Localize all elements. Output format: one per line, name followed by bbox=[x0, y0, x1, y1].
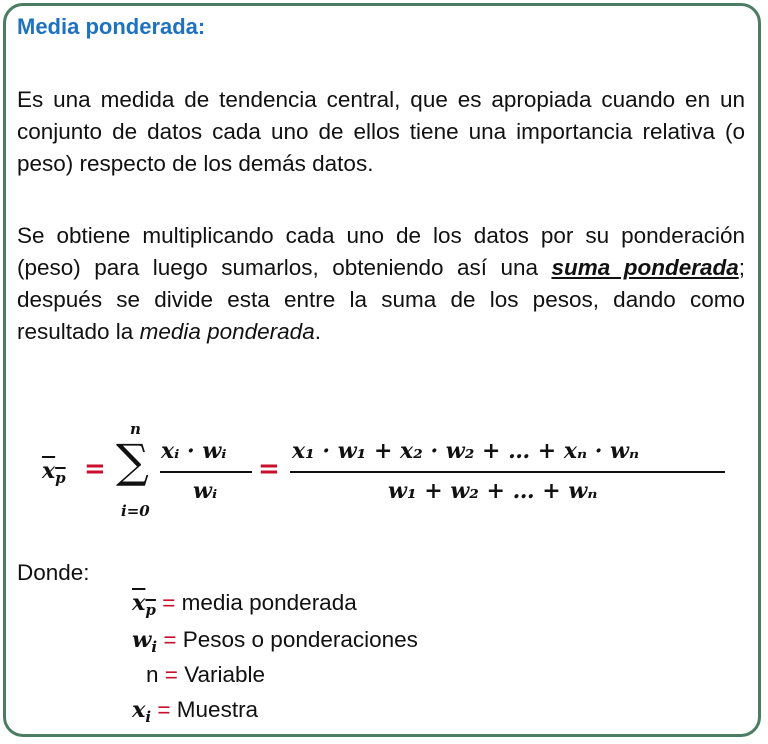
sum-upper-limit: n bbox=[130, 420, 141, 438]
media-ponderada-italic: media ponderada bbox=[139, 319, 315, 344]
method-text-2: ; después se divide esta entre la suma de los pesos, dando como resultado la bbox=[17, 255, 745, 344]
formula-equals-1: = bbox=[84, 454, 106, 484]
term-fraction-bar bbox=[160, 471, 252, 473]
rhs-fraction-bar bbox=[290, 471, 725, 473]
rhs-denominator: w₁ + w₂ + … + wₙ bbox=[388, 478, 598, 504]
legend-text: Muestra bbox=[176, 697, 259, 722]
formula-equals-2: = bbox=[258, 454, 280, 484]
method-text-1: Se obtiene multiplicando cada uno de los datos por su ponderación (peso) para luego sumarlos, obteniendo así una bbox=[17, 223, 745, 280]
page-title: Media ponderada: bbox=[17, 14, 206, 39]
legend-text: media ponderada bbox=[181, 590, 357, 615]
legend-equals: = bbox=[164, 662, 178, 687]
donde-label: Donde: bbox=[17, 560, 90, 585]
method-paragraph bbox=[17, 220, 745, 348]
legend-text: Pesos o ponderaciones bbox=[182, 627, 418, 652]
symbol-wi: $w_i$ bbox=[132, 627, 158, 656]
term-denominator: wᵢ bbox=[193, 478, 218, 504]
legend-equals: = bbox=[157, 697, 171, 722]
legend-text: Variable bbox=[184, 662, 266, 687]
legend-row-xi bbox=[132, 697, 258, 726]
weighted-mean-formula bbox=[0, 418, 768, 528]
sum-lower-limit: i=0 bbox=[121, 502, 150, 520]
rhs-numerator: x₁ · w₁ + x₂ · w₂ + … + xₙ · wₙ bbox=[292, 438, 640, 464]
legend-row-n bbox=[146, 662, 265, 688]
symbol-xi: $x_i$ bbox=[132, 697, 152, 726]
legend-equals: = bbox=[163, 627, 177, 652]
sigma-symbol: ∑ bbox=[116, 434, 149, 488]
symbol-xp: $x_p$ bbox=[132, 590, 156, 619]
legend-row-wi bbox=[132, 627, 418, 656]
legend-equals: = bbox=[162, 590, 176, 615]
formula-lhs: $x_p$ bbox=[42, 458, 66, 487]
method-text-3: . bbox=[314, 319, 321, 344]
legend-row-xp bbox=[132, 590, 357, 619]
suma-ponderada-emphasis: suma ponderada bbox=[551, 255, 739, 280]
term-numerator: xᵢ · wᵢ bbox=[161, 438, 227, 464]
symbol-n: n bbox=[146, 662, 159, 687]
definition-paragraph: Es una medida de tendencia central, que es apropiada cuando en un conjunto de datos cada uno de ellos tiene una importancia relativa (o peso) respecto de los demás datos. bbox=[17, 87, 745, 176]
